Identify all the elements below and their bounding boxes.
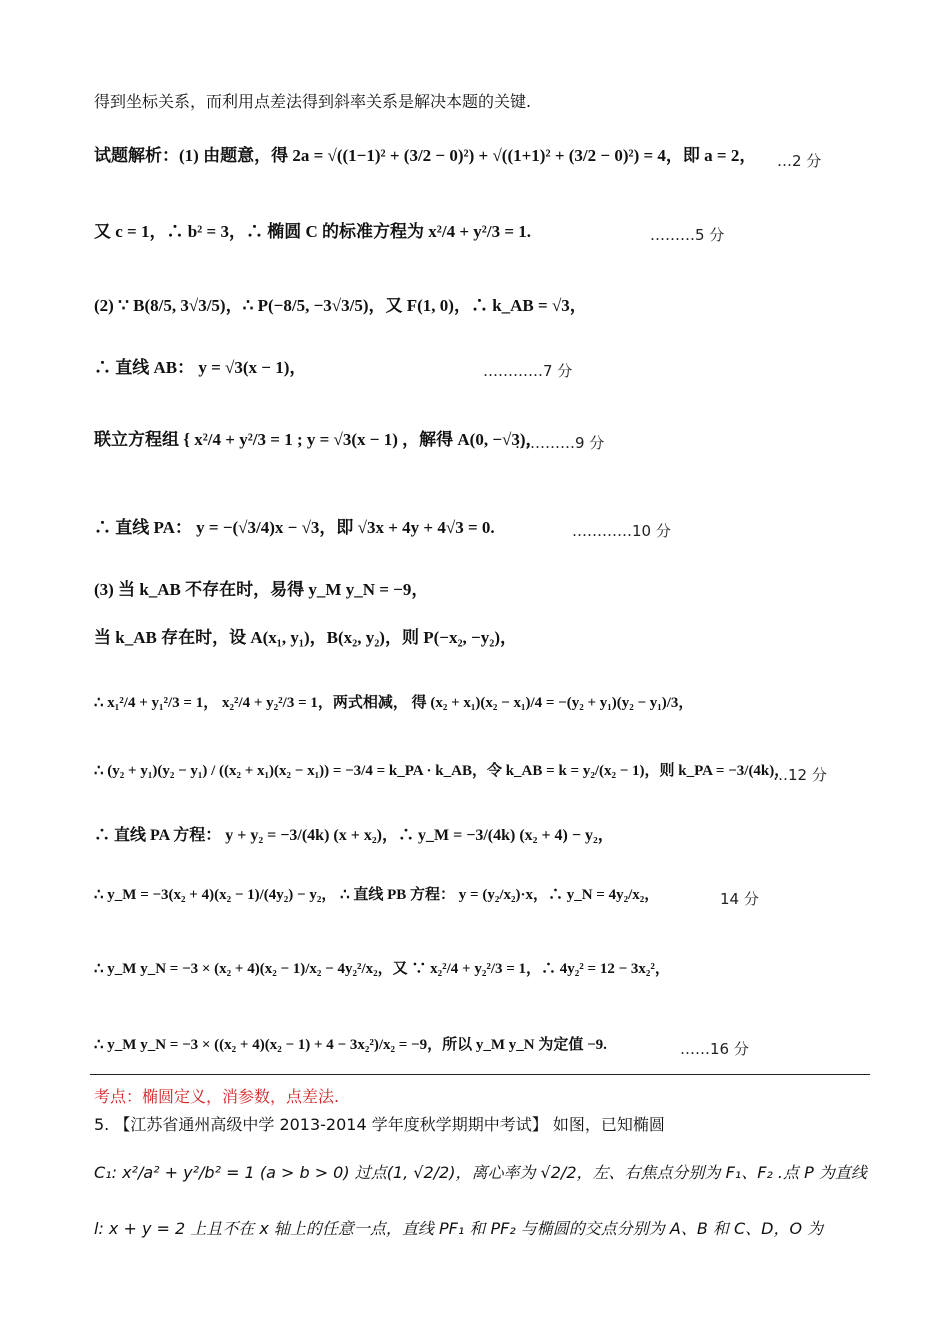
text-line-11: ∴ (y₂ + y₁)(y₂ − y₁) / ((x₂ + x₁)(x₂ − x₁)) = −3/4 = k_PA · k_AB，令 k_AB = k = y₂/(x₂ − 1)，则 k_PA = −3/(4k)，: [94, 763, 790, 779]
score-12: …12 分: [773, 766, 827, 784]
text-line-8: (3) 当 k_AB 不存在时，易得 y_M y_N = −9，: [94, 580, 429, 599]
text-line-10: ∴ x₁²/4 + y₁²/3 = 1， x₂²/4 + y₂²/3 = 1，两式相减， 得 (x₂ + x₁)(x₂ − x₁)/4 = −(y₂ + y₁)(y₂ − y₁)/3，: [94, 695, 694, 711]
question-5-line-2: C₁: x²/a² + y²/b² = 1 (a > b > 0) 过点(1, √2/2)，离心率为 √2/2，左、右焦点分别为 F₁、F₂ .点 P 为直线: [94, 1163, 867, 1182]
question-5-line-1: 5. 【江苏省通州高级中学 2013-2014 学年度秋学期期中考试】 如图，已知椭圆: [94, 1115, 665, 1134]
text-line-2: 试题解析：(1) 由题意，得 2a = √((1−1)² + (3/2 − 0)²) + √((1+1)² + (3/2 − 0)²) = 4，即 a = 2，: [94, 146, 757, 165]
text-line-1: 得到坐标关系，而利用点差法得到斜率关系是解决本题的关键.: [94, 92, 532, 111]
text-line-3: 又 c = 1，∴ b² = 3，∴ 椭圆 C 的标准方程为 x²/4 + y²/3 = 1.: [94, 222, 532, 241]
score-10: …………10 分: [572, 522, 671, 540]
text-line-9: 当 k_AB 存在时，设 A(x₁, y₁)，B(x₂, y₂)，则 P(−x₂, −y₂)，: [94, 628, 517, 647]
score-5: ………5 分: [650, 226, 725, 244]
divider: [90, 1074, 870, 1075]
text-line-4: (2) ∵ B(8/5, 3√3/5)，∴ P(−8/5, −3√3/5)，又 F(1, 0)，∴ k_AB = √3，: [94, 296, 587, 315]
text-line-7: ∴ 直线 PA： y = −(√3/4)x − √3，即 √3x + 4y + 4√3 = 0.: [94, 518, 495, 537]
text-line-6: 联立方程组 { x²/4 + y²/3 = 1 ; y = √3(x − 1) ，解得 A(0, −√3)，: [94, 430, 543, 449]
score-7: …………7 分: [483, 362, 573, 380]
score-2: …2 分: [777, 152, 822, 170]
text-line-5: ∴ 直线 AB： y = √3(x − 1)，: [94, 358, 307, 377]
score-9: …………9 分: [515, 434, 605, 452]
text-line-12: ∴ 直线 PA 方程： y + y₂ = −3/(4k) (x + x₂)，∴ y_M = −3/(4k) (x₂ + 4) − y₂，: [94, 827, 614, 844]
kaodian-note: 考点：椭圆定义，消参数，点差法.: [94, 1087, 340, 1106]
question-5-line-3: l: x + y = 2 上且不在 x 轴上的任意一点，直线 PF₁ 和 PF₂ 与椭圆的交点分别为 A、B 和 C、D，O 为: [94, 1219, 824, 1238]
text-line-13: ∴ y_M = −3(x₂ + 4)(x₂ − 1)/(4y₂) − y₂， ∴ 直线 PB 方程： y = (y₂/x₂)·x，∴ y_N = 4y₂/x₂，: [94, 887, 660, 903]
text-line-14: ∴ y_M y_N = −3 × (x₂ + 4)(x₂ − 1)/x₂ − 4y₂²/x₂，又 ∵ x₂²/4 + y₂²/3 = 1，∴ 4y₂² = 12 − 3x₂²，: [94, 961, 670, 977]
score-14: 14 分: [720, 890, 759, 908]
text-line-15: ∴ y_M y_N = −3 × ((x₂ + 4)(x₂ − 1) + 4 − 3x₂²)/x₂ = −9，所以 y_M y_N 为定值 −9.: [94, 1037, 607, 1053]
score-16: ……16 分: [680, 1040, 749, 1058]
